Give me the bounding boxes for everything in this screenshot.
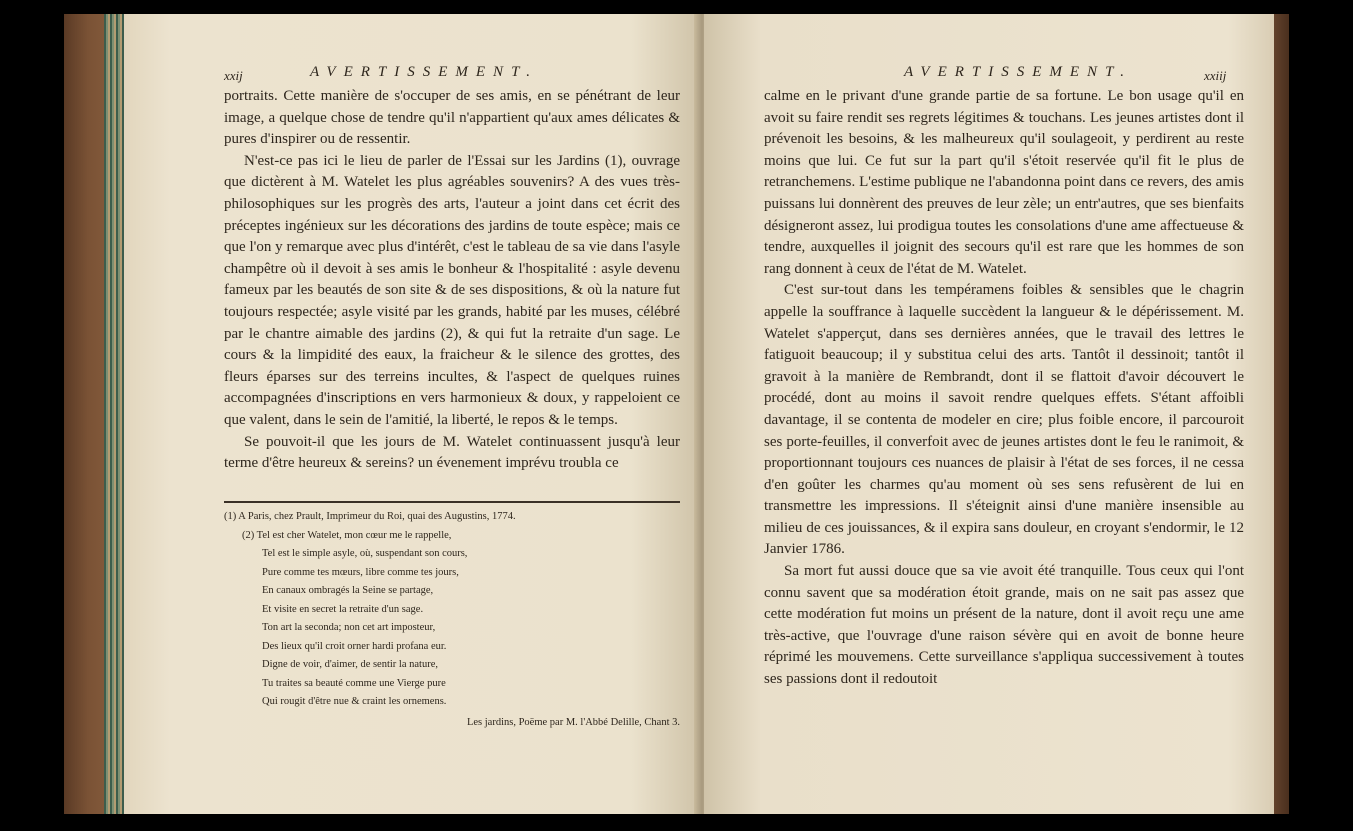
footnotes bbox=[224, 508, 680, 732]
poem-line: Qui rougit d'être nue & craint les ornemens. bbox=[262, 696, 447, 707]
right-paragraph-3: Sa mort fut aussi douce que sa vie avoit été tranquille. Tous ceux qui l'ont connu savent que sa modération étoit grande, mais on ne sait pas assez que cette modération fut moins un présent de la nature, dont il avoit reçu une ame très-active, que l'ouvrage d'une raison sévère qui en avoit de bonne heure réprimé les mouvemens. Cette surveillance s'appliqua successivement à toutes ses passions dont il redoutoit bbox=[764, 563, 1244, 688]
footnote-1: (1) A Paris, chez Prault, Imprimeur du Roi, quai des Augustins, 1774. bbox=[224, 511, 516, 522]
poem-line: Digne de voir, d'aimer, de sentir la nature, bbox=[262, 659, 438, 670]
right-page-number: xxiij bbox=[1204, 68, 1227, 83]
left-paragraph-1: portraits. Cette manière de s'occuper de ses amis, en se pénétrant de leur image, a quelque chose de tendre qu'il n'appartient qu'aux ames délicates & pures d'inspirer ou de ressentir. bbox=[224, 88, 680, 148]
right-paragraph-1: calme en le privant d'une grande partie de sa fortune. Le bon usage qu'il en avoit su faire rendit ses regrets légitimes & touchans. Les jeunes artistes dont il prévenoit les besoins, & les malheureux qu'il soulageoit, y perdirent au reste moins que lui. Ce fut sur la part qu'il s'étoit reservée qu'il fit le plus de retranchemens. L'estime publique ne l'abandonna point dans ce revers, des amis puissans lui donnèrent des preuves de leur zèle; un entr'autres, que ses bienfaits désigneront assez, lui prodigua toutes les consolations d'une ame affectueuse & tendre, auxquelles il joignit des secours qu'il est rare que les hommes de son rang donnent à ceux de l'état de M. Watelet. bbox=[764, 88, 1244, 277]
poem-line: Et visite en secret la retraite d'un sage. bbox=[262, 603, 424, 615]
open-book bbox=[64, 14, 1289, 814]
footnote-2-intro: (2) Tel est cher Watelet, mon cœur me le rappelle, bbox=[242, 529, 452, 541]
left-running-head: AVERTISSEMENT. bbox=[310, 64, 539, 80]
left-page-number: xxij bbox=[224, 68, 243, 83]
page-edges-left bbox=[104, 14, 126, 814]
right-page bbox=[704, 14, 1274, 814]
footnote-source: Les jardins, Poëme par M. l'Abbé Delille, Chant 3. bbox=[466, 716, 680, 728]
poem-line: En canaux ombragés la Seine se partage, bbox=[262, 585, 434, 596]
right-paragraph-2: C'est sur-tout dans les tempéramens foibles & sensibles que le chagrin appelle la souffrance à laquelle succèdent la langueur & le dépérissement. M. Watelet s'apperçut, dans ses dernières années, que le travail des lettres le fatiguoit beaucoup; il y substitua celui des arts. Tantôt il dessinoit; tantôt il gravoit à la manière de Rembrandt, dont il se flattoit d'avoir découvert le procédé, dont au moins il savoit rendre quelques effets. S'étant affoibli davantage, il se contenta de modeler en cire; plus foible encore, il parcouroit ses porte-feuilles, il converfoit avec de jeunes artistes dont le feu le ranimoit, & proportionnant toujours ces nuances de plaisir à l'état de ses forces, il ne cessa d'en goûter les charmes qu'au moment où ses sens refusèrent de lui en transmettre les impressions. Il s'éteignit ainsi d'une manière insensible au milieu de ces jouissances, & il expira sans douleur, en croyant s'endormir, le 12 Janvier 1786. bbox=[764, 282, 1244, 558]
left-paragraph-3: Se pouvoit-il que les jours de M. Watelet continuassent jusqu'à leur terme d'être heureux & sereins? un évenement imprévu troubla ce bbox=[224, 433, 680, 472]
poem-line: Ton art la seconda; non cet art imposteur, bbox=[262, 622, 436, 633]
poem-line: Des lieux qu'il croit orner hardi profana eur. bbox=[262, 640, 447, 652]
right-running-head: AVERTISSEMENT. bbox=[904, 64, 1133, 80]
right-body-text bbox=[764, 86, 1244, 691]
poem-line: Pure comme tes mœurs, libre comme tes jours, bbox=[262, 566, 459, 578]
poem-line: Tel est le simple asyle, où, suspendant son cours, bbox=[262, 548, 468, 559]
left-body-text bbox=[224, 86, 680, 475]
left-paragraph-2: N'est-ce pas ici le lieu de parler de l'Essai sur les Jardins (1), ouvrage que dictèrent à M. Watelet les plus agréables souvenirs? A des vues très-philosophiques sur les progrès des arts, l'auteur a joint dans cet écrit des préceptes ingénieux sur les décorations des jardins de toute espèce; mais ce que l'on y remarque avec plus d'intérêt, c'est le tableau de sa vie dans l'asyle champêtre où il devoit à ses amis le bonheur & l'hospitalité : asyle devenu fameux par les beautés de son site & de ses dispositions, & où la nature fut toujours respectée; asyle visité par les grands, habité par les muses, célébré par le chantre aimable des jardins (2), & qui fut la retraite d'un sage. Le cours & la limpidité des eaux, la fraicheur & le silence des grottes, des fleurs éparses sur des terreins incultes, & l'aspect de quelques ruines accompagnées d'inscriptions en vers harmonieux & doux, y rappeloient ce que valent, dans le sein de l'amitié, la liberté, le repos & le temps. bbox=[224, 152, 680, 428]
poem-line: Tu traites sa beauté comme une Vierge pure bbox=[262, 677, 446, 689]
footnote-rule bbox=[224, 501, 680, 503]
left-page bbox=[124, 14, 700, 814]
